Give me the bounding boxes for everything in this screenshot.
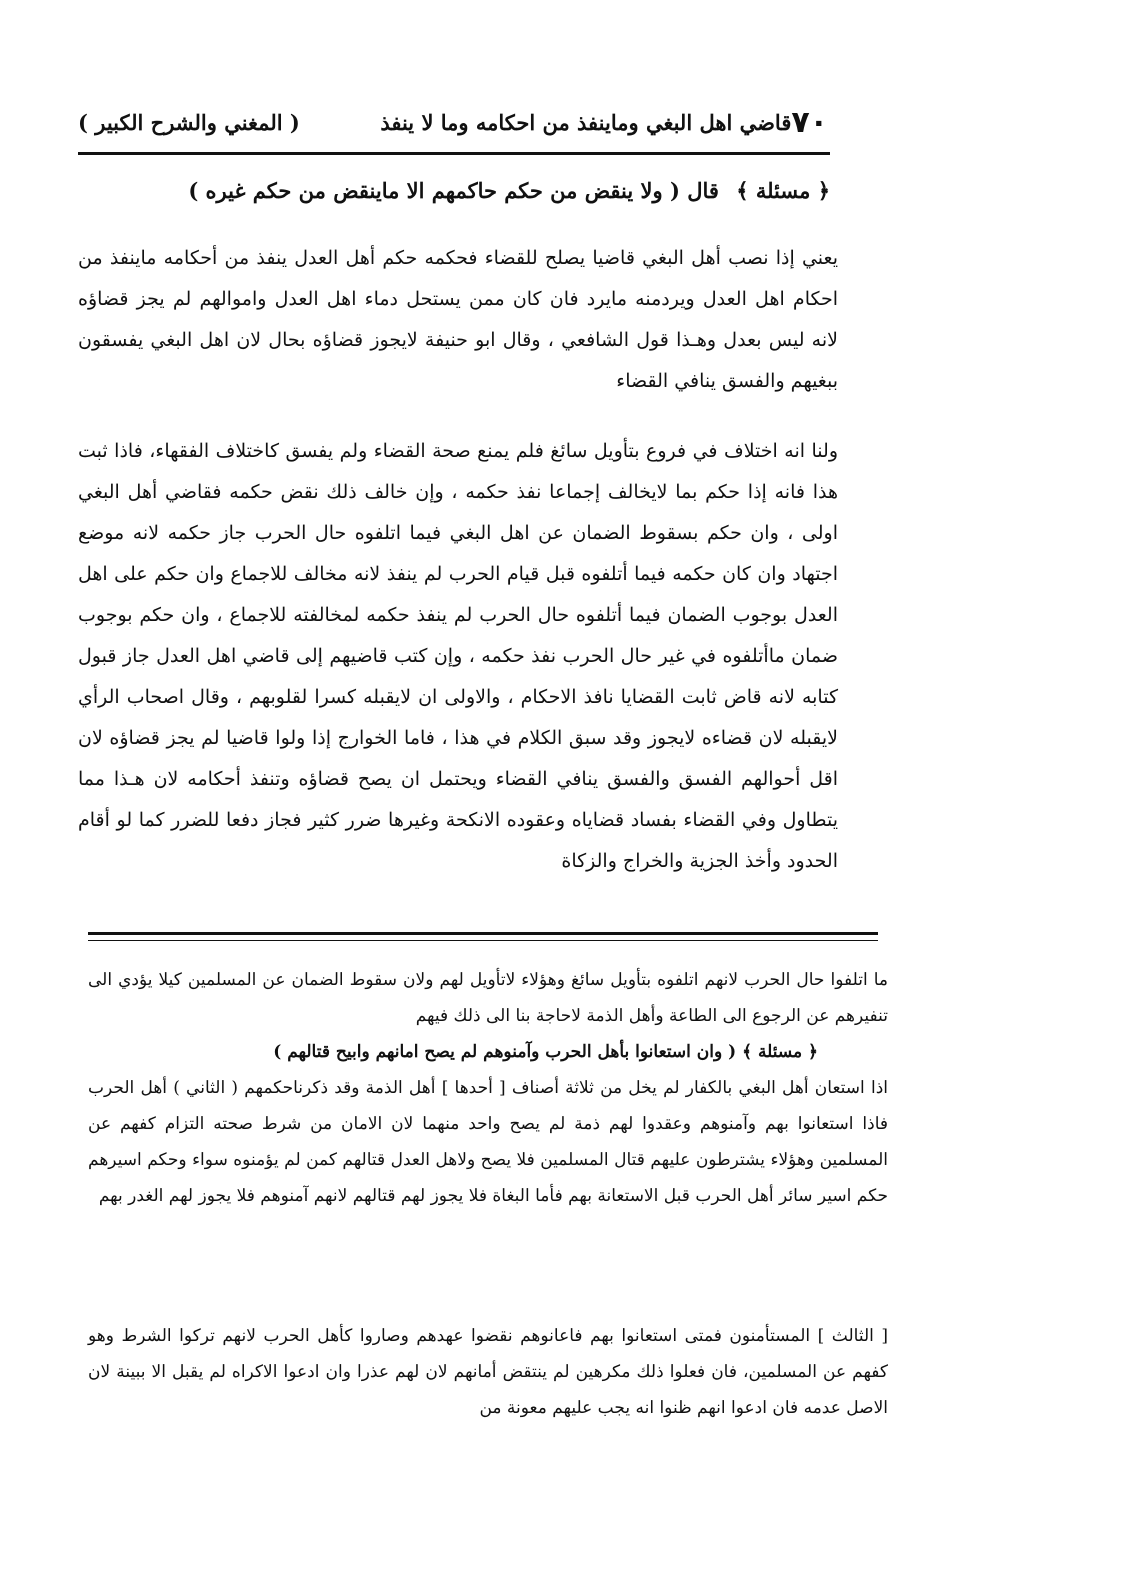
book-title: ( المغني والشرح الكبير ) <box>78 109 300 135</box>
masala-text: قال ( ولا ينقض من حكم حاكمهم الا ماينقض من حكم غيره ) <box>188 178 719 203</box>
footnote-masala-label: ﴿ مسئلة ﴾ <box>742 1042 818 1062</box>
footnote-masala-heading <box>88 1034 878 1070</box>
page-header <box>78 96 828 148</box>
masala-heading <box>110 178 830 203</box>
paragraph-text: ولنا انه اختلاف في فروع بتأويل سائغ فلم يمنع صحة القضاء ولم يفسق كاختلاف الفقهاء، فاذا ثبت هذا فانه إذا حكم بما لايخالف إجماعا نفذ حكمه ، وإن خالف ذلك نقض حكمه فقاضي أهل البغي اولى ، وان حكم بسقوط الضمان عن اهل البغي فيما اتلفوه حال الحرب جاز حكمه لانه موضع اجتهاد وان كان حكمه فيما أتلفوه قبل قيام الحرب لم ينفذ لانه مخالف للاجماع وان حكم على اهل العدل بوجوب الضمان فيما أتلفوه حال الحرب لم ينفذ حكمه لمخالفته للاجماع ، وان حكم بوجوب ضمان ماأتلفوه في غير حال الحرب نفذ حكمه ، وإن كتب قاضيهم إلى قاضي اهل العدل جاز قبول كتابه لانه قاض ثابت القضايا نافذ الاحكام ، والاولى ان لايقبله كسرا لقلوبهم ، وقال اصحاب الرأي لايقبله لان قضاءه لايجوز وقد سبق الكلام في هذا ، فاما الخوارج إذا ولوا قاضيا لم يجز قضاؤه لان اقل أحوالهم الفسق والفسق ينافي القضاء ويحتمل ان يصح قضاؤه وتنفذ أحكامه لان هـذا مما يتطاول وفي القضاء بفساد قضاياه وعقوده الانكحة وغيرها ضرر كثير فجاز دفعا للضرر كما لو أقام الحدود وأخذ الجزية والخراج والزكاة <box>78 440 838 872</box>
footnote-masala-text: ( وان استعانوا بأهل الحرب وآمنوهم لم يصح امانهم وابيح قتالهم ) <box>273 1042 737 1062</box>
page-number: ٧٠ <box>791 104 828 140</box>
running-title: قاضي اهل البغي وماينفذ من احكامه وما لا ينفذ <box>380 109 792 135</box>
paragraph-text: يعني إذا نصب أهل البغي قاضيا يصلح للقضاء فحكمه حكم أهل العدل ينفذ من أحكامه ماينفذ من احكام اهل العدل ويردمنه مايرد فان كان ممن يستحل دماء اهل العدل واموالهم لم يجز قضاؤه لانه ليس بعدل وهـذا قول الشافعي ، وقال ابو حنيفة لايجوز قضاؤه بحال لان اهل البغي يفسقون ببغيهم والفسق ينافي القضاء <box>78 247 838 392</box>
footnote-divider <box>88 932 878 941</box>
commentary-paragraph <box>78 238 838 402</box>
footnote-paragraph <box>88 1318 888 1426</box>
masala-label: ﴿ مسئلة ﴾ <box>736 178 830 203</box>
footnote-paragraph <box>88 962 888 1034</box>
footnote-text: ما اتلفوا حال الحرب لانهم اتلفوه بتأويل سائغ وهؤلاء لاتأويل لهم ولان سقوط الضمان عن المسلمين كيلا يؤدي الى تنفيرهم عن الرجوع الى الطاعة وأهل الذمة لاحاجة بنا الى ذلك فيهم <box>88 970 888 1026</box>
footnote-text: اذا استعان أهل البغي بالكفار لم يخل من ثلاثة أصناف [ أحدها ] أهل الذمة وقد ذكرناحكمهم ( الثاني ) أهل الحرب فاذا استعانوا بهم وآمنوهم وعقدوا لهم ذمة لم يصح واحد منهما لان الامان من شرط صحته التزام كفهم عن المسلمين وهؤلاء يشترطون عليهم قتال المسلمين فلا يصح ولاهل العدل قتالهم كمن لم يؤمنوه سواء وحكم اسيرهم حكم اسير سائر أهل الحرب قبل الاستعانة بهم فأما البغاة فلا يجوز لهم قتالهم لانهم آمنوهم فلا يجوز لهم الغدر بهم <box>88 1078 888 1206</box>
footnote-paragraph <box>88 1070 888 1214</box>
header-rule <box>78 152 830 155</box>
header-right-group <box>360 105 828 140</box>
commentary-paragraph <box>78 431 838 882</box>
footnote-text: [ الثالث ] المستأمنون فمتى استعانوا بهم فاعانوهم نقضوا عهدهم وصاروا كأهل الحرب لانهم تركوا الشرط وهو كفهم عن المسلمين، فان فعلوا ذلك مكرهين لم ينتقض أمانهم لان لهم عذرا وان ادعوا الاكراه لم يقبل الا ببينة لان الاصل عدمه فان ادعوا انهم ظنوا انه يجب عليهم معونة من <box>88 1326 888 1418</box>
